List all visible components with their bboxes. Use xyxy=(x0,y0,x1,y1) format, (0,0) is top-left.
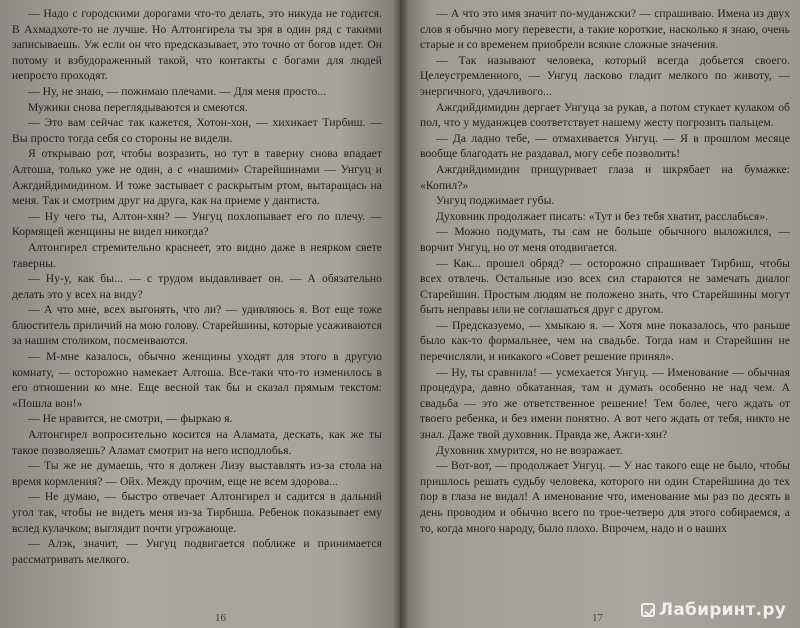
right-page-text xyxy=(420,6,790,536)
right-page-number: 17 xyxy=(592,612,603,624)
paragraph: Духовник продолжает писать: «Тут и без тебя хватит, расслабься». xyxy=(436,209,769,223)
paragraph: — Да ладно тебе, — отмахивается Унгуц. — Я в прошлом месяце вообще благодать не раздавал, могу себе позволить! xyxy=(420,131,790,161)
paragraph: — А что это имя значит по-муданжски? — спрашиваю. Имена из двух слов я обычно могу перевести, а такие короткие, насколько я знаю, очень старые и со временем приобрели всякие сложные значения. xyxy=(420,7,790,52)
paragraph: — Надо с городскими дорогами что-то делать, это никуда не годится. В Ахмадхоте-то не лучше. Но Алтонгирела ты зря в один ряд с такими записываешь. Уж если он что предсказывает, это точно от богов идет. Он потому и взбудораженный такой, что контакты с богами для людей непросто проходят. xyxy=(12,7,382,83)
paragraph: — Предсказуемо, — хмыкаю я. — Хотя мне показалось, что раньше было как-то формальнее, чем на свадьбе. Тогда нам и Старейшин не перечисляли, и никакого «Совет решение принял». xyxy=(420,318,790,364)
paragraph: — Это вам сейчас так кажется, Хотон-хон, — хихикает Тирбиш. — Вы просто тогда себя со стороны не видели. xyxy=(12,116,382,145)
paragraph: — Ну, ты сравнила! — усмехается Унгуц. — Именование — обычная процедура, давно обкатанная, там и думать особенно не над чем. А свадьба — это же ответственное решение! Тем более, чего ждать от твоего ребенка, и без имени понятно. А вот чего ждать от тебя, никто не знал. Даже твой духовник. Правда же, Ажги-хян? xyxy=(420,365,790,442)
left-page-text xyxy=(12,6,382,567)
paragraph: Алтонгирел стремительно краснеет, это видно даже в неярком свете таверны. xyxy=(12,240,382,270)
labirint-logo-icon xyxy=(641,603,655,617)
paragraph: Я открываю рот, чтобы возразить, но тут в таверну снова впадает Алтоша, только уже не один, а с «нашими» Старейшинами — Унгуц и Ажгдийдимидином. И тоже застывает с раскрытым ртом, вытаращась на меня. Так и смотрим друг на друга, как на приеме у дантиста. xyxy=(12,147,382,208)
paragraph: — Ну, не знаю, — пожимаю плечами. — Для меня просто... xyxy=(28,84,327,98)
left-page-number: 16 xyxy=(215,612,226,624)
paragraph: — Ну чего ты, Алтон-хян? — Унгуц похлопывает его по плечу. — Кормящей женщины не видел никогда? xyxy=(12,209,382,239)
paragraph: Унгуц поджимает губы. xyxy=(436,194,555,208)
paragraph: — Не думаю, — быстро отвечает Алтонгирел и садится в дальний угол так, чтобы не видеть меня из-за Тирбиша. Ребенок показывает ему вслед кулачком; выглядит почти угрожающе. xyxy=(12,490,382,535)
paragraph: — М-мне казалось, обычно женщины уходят для этого в другую комнату, — осторожно намекает Алтоша. Все-таки что-то изменилось в его отношении ко мне. Еще весной так бы и сказал прямым текстом: «Пошла вон!» xyxy=(12,350,382,410)
paragraph: — Так называют человека, который всегда добьется своего. Целеустремленного, — Унгуц ласково гладит мелкого по животу, — энергичного, удачливого... xyxy=(420,53,790,98)
paragraph: — А что мне, всех выгонять, что ли? — удивляюсь я. Вот еще тоже блюститель приличий на мою голову. Старейшины, которые усаживаются за нашим столиком, посмеиваются. xyxy=(12,303,382,348)
watermark-text: Лабиринт.ру xyxy=(659,600,786,620)
paragraph: Ажгдийдимидин дергает Унгуца за рукав, а потом стукает кулаком об пол, что у муданжцев соответствует нашему жесту погрозить пальцем. xyxy=(420,100,790,130)
paragraph: — Ну-у, как бы... — с трудом выдавливает он. — А обязательно делать это у всех на виду? xyxy=(12,272,382,301)
watermark xyxy=(641,600,786,620)
book-spine xyxy=(393,0,409,628)
paragraph: — Ты же не думаешь, что я должен Лизу выставлять из-за стола на время кормления? — Ойх. Между прочим, еще не всем здорова... xyxy=(12,459,382,488)
paragraph: Ажгдийдимидин прищуривает глаза и шкрябает на бумажке: «Копил?» xyxy=(420,162,790,192)
paragraph: — Алэк, значит, — Унгуц подвигается поближе и принимается рассматривать мелкого. xyxy=(12,537,382,566)
paragraph: — Вот-вот, — продолжает Унгуц. — У нас такого еще не было, чтобы пришлось решать судьбу человека, которого ни один Старейшина до тех пор в глаза не видал! А именование что, именование мы раз по десять в день проводим и обычно всего по трое-четверо для этого собираемся, а то, когда много народу, было плохо. Впрочем, надо и о ваших xyxy=(420,459,790,535)
paragraph: — Можно подумать, ты сам не больше обычного выложился, — ворчит Унгуц, но от меня отодвигается. xyxy=(420,225,790,254)
paragraph: Духовник хмурится, но не возражает. xyxy=(436,443,623,457)
paragraph: Алтонгирел вопросительно косится на Аламата, дескать, как же ты такое позволяешь? Аламат смотрит на него исподлобья. xyxy=(12,428,382,457)
right-page xyxy=(400,0,800,628)
paragraph: — Не нравится, не смотри, — фыркаю я. xyxy=(28,412,233,426)
paragraph: Мужики снова переглядываются и смеются. xyxy=(28,100,248,114)
paragraph: — Как... прошел обряд? — осторожно спрашивает Тирбиш, чтобы всех отвлечь. Остальные изо всех сил стараются не замечать диалог Старейшин. Простым людям не положено знать, что Старейшины могут быть неправы или не соглашаться друг с другом. xyxy=(420,256,790,317)
